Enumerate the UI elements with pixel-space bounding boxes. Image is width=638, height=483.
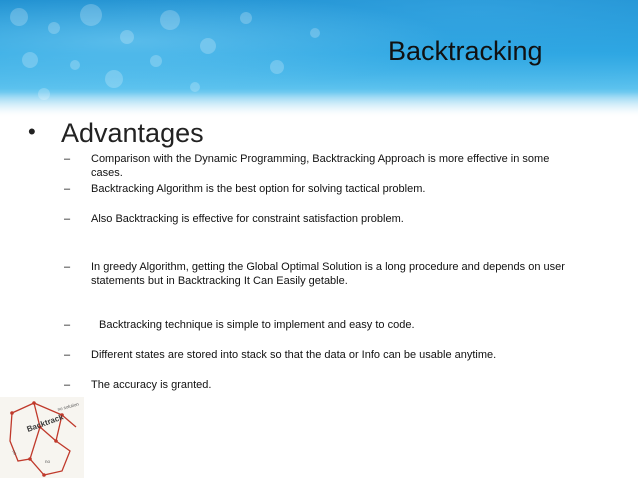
- logo-label: no: [11, 449, 18, 456]
- heading-text: Advantages: [61, 118, 204, 148]
- backtrack-diagram-icon: [0, 397, 84, 478]
- dash-bullet: –: [64, 349, 71, 361]
- list-item-text: Comparison with the Dynamic Programming, Backtracking Approach is more effective in some cases.: [91, 153, 550, 179]
- dash-bullet: –: [64, 183, 71, 195]
- list-item-text: In greedy Algorithm, getting the Global Optimal Solution is a long procedure and depends on user statements but in Backtracking It Can Easily getable.: [91, 261, 565, 287]
- backtrack-logo-image: [0, 397, 84, 478]
- list-item-text: Different states are stored into stack so that the data or Info can be usable anytime.: [91, 349, 497, 361]
- dash-bullet: –: [64, 379, 71, 391]
- dash-bullet: –: [64, 319, 71, 331]
- list-item: [64, 318, 584, 332]
- list-item: [64, 182, 584, 196]
- logo-word: Backtrack: [25, 412, 65, 434]
- heading-bullet: •: [28, 119, 36, 144]
- list-item-text: Backtracking technique is simple to implement and easy to code.: [99, 319, 415, 331]
- list-item-text: Backtracking Algorithm is the best option for solving tactical problem.: [91, 183, 426, 195]
- list-item: [64, 348, 584, 362]
- list-item-text: Also Backtracking is effective for constraint satisfaction problem.: [91, 213, 404, 225]
- list-item: [64, 378, 584, 392]
- logo-label: no solution: [56, 401, 80, 412]
- list-item: [64, 152, 584, 180]
- list-item: [64, 212, 584, 226]
- dash-bullet: –: [64, 213, 71, 225]
- dash-bullet: –: [64, 261, 71, 273]
- slide-title: Backtracking: [388, 36, 543, 66]
- logo-label: no: [45, 459, 51, 464]
- list-item: [64, 260, 584, 288]
- dash-bullet: –: [64, 153, 71, 165]
- list-item-text: The accuracy is granted.: [91, 379, 212, 391]
